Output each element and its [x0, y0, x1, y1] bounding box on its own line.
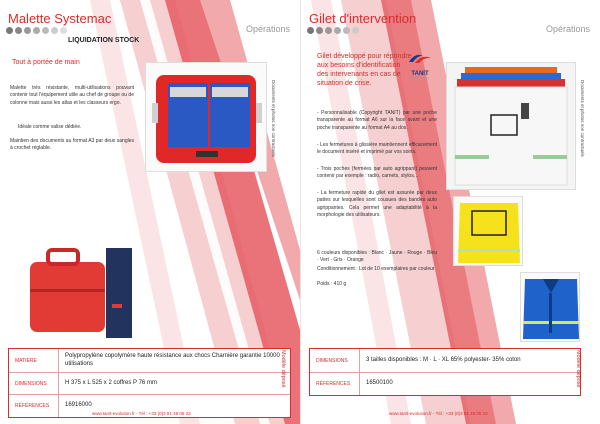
references-value: 16500100 [366, 380, 393, 387]
dots-decoration [307, 27, 359, 34]
vests-stack-photo [446, 62, 576, 190]
dimensions-label: DIMENSIONS [310, 349, 360, 372]
disclaimer: Documents et photos non contractuels [580, 80, 585, 157]
model-tag: Modèle déposé [280, 350, 286, 388]
logo-sub: EVOLUTION [411, 76, 429, 80]
references-label: RÉFÉRENCES [310, 373, 360, 395]
table-row [9, 373, 290, 395]
material-label: MATIÈRE [9, 349, 59, 372]
tanit-logo-icon [405, 50, 435, 66]
description-2: - Les fermetures à glissière maintiennent efficacement le document inséré et imprimé par vos soins. [317, 142, 437, 156]
page-title: Malette Systemac [8, 11, 112, 26]
packaging-info: Conditionnement : Lot de 10 exemplaires par couleur [317, 266, 435, 272]
footer-contact: www.tanit-evolution.fr - Tél : +33 (0)3 81 48 05 23 [389, 411, 488, 416]
stock-subtitle: LIQUIDATION STOCK [68, 37, 140, 44]
blue-vest-photo [520, 272, 580, 342]
logo-text: TANIT [411, 71, 429, 77]
table-row [9, 349, 290, 373]
description-3: Maintien des documents au format A3 par deux sangles à crochet réglable. [10, 138, 134, 152]
section-label: Opérations [245, 24, 290, 34]
tanit-logo [405, 50, 435, 80]
page-title: Gilet d'intervention [309, 11, 417, 26]
case-closed-photo [30, 244, 134, 340]
references-value: 16916000 [65, 402, 92, 409]
weight-info: Poids : 410 g [317, 281, 347, 287]
model-tag: Modèle déposé [575, 350, 581, 388]
description-1: Malette très résistante, multi-utilisations pouvant contenir tout l'équipement utile au chef de groupe ou de colonne mais aussi les atlas et les classeurs ergo. [10, 85, 134, 106]
dimensions-value: H 375 x L 525 x 2 coffres P 76 mm [65, 379, 157, 386]
material-value: Polypropylène copolymère haute résistance aux chocs Charnière garantie 10000 utilisations [65, 352, 280, 367]
dimensions-value: 3 tailles disponibles : M · L · XL 65% polyester- 35% coton [366, 356, 521, 363]
description-2: Idéale comme valise dédiée. [18, 124, 82, 130]
case-open-photo [145, 62, 267, 172]
tagline: Tout à portée de main [12, 59, 80, 66]
disclaimer: Documents et photos non contractuels [271, 80, 276, 157]
footer-contact: www.tanit-evolution.fr - Tél : +33 (0)3 81 48 05 23 [92, 411, 191, 416]
right-page [300, 0, 600, 424]
description-4: - La fermeture rapide du gilet est assurée par deux pattes sur lesquelles sont cousues des bandes auto agrippantes. Cela permet une adaptabilité à la morphologie des utilisateurs. [317, 190, 437, 218]
section-label: Opérations [545, 24, 590, 34]
dots-decoration [6, 27, 67, 34]
available-colors: 6 couleurs disponibles : Blanc · Jaune · Rouge · Bleu · Vert · Gris · Orange [317, 250, 437, 264]
tagline: Gilet développé pour répondre aux besoins d'identification des intervenants en cas de situation de crise. [317, 53, 412, 88]
references-label: RÉFÉRENCES [9, 395, 59, 417]
description-1: - Personnalisable (Copyright TANIT) par une poche transparente au format A6 sur la face avant et une poche transparente au format A4 au dos. [317, 110, 437, 131]
yellow-vest-photo [453, 196, 523, 266]
table-row [310, 349, 580, 373]
specs-table [8, 348, 291, 418]
description-3: - Trois poches (fermées par auto agrippant) peuvent contenir par exemple : radio, carnets, stylos… [317, 166, 437, 180]
dimensions-label: DIMENSIONS [9, 373, 59, 394]
table-row [310, 373, 580, 395]
specs-table [309, 348, 581, 396]
